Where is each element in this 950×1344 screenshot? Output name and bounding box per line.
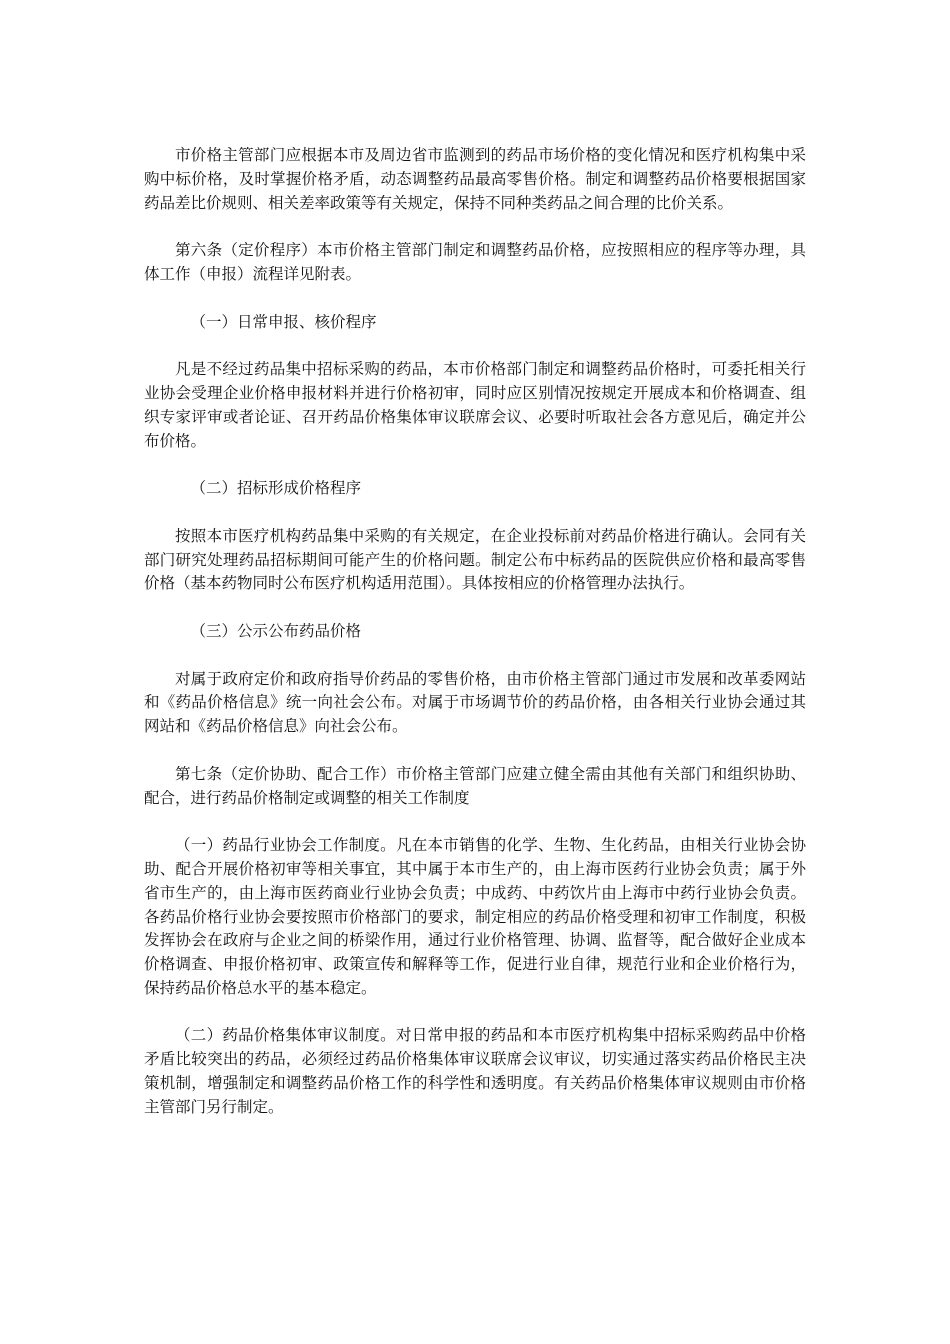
paragraph-price-publication: 对属于政府定价和政府指导价药品的零售价格，由市价格主管部门通过市发展和改革委网站和《药品价格信息》统一向社会公布。对属于市场调节价的药品价格，由各相关行业协会通过其网站和《药品价格信息》向社会公布。 bbox=[144, 669, 806, 736]
section-heading-1: （一）日常申报、核价程序 bbox=[190, 312, 377, 331]
paragraph-industry-association: （一）药品行业协会工作制度。凡在本市销售的化学、生物、生化药品，由相关行业协会协助、配合开展价格初审等相关事宜，其中属于本市生产的，由上海市医药行业协会负责；属于外省市生产的，由上海市医药商业行业协会负责；中成药、中药饮片由上海市中药行业协会负责。各药品价格行业协会要按照市价格部门的要求，制定相应的药品价格受理和初审工作制度，积极发挥协会在政府与企业之间的桥梁作用，通过行业价格管理、协调、监督等，配合做好企业成本价格调查、申报价格初审、政策宣传和解释等工作，促进行业自律，规范行业和企业价格行为，保持药品价格总水平的基本稳定。 bbox=[144, 836, 806, 997]
section-heading-3: （三）公示公布药品价格 bbox=[190, 621, 362, 640]
paragraph-article-7: 第七条（定价协助、配合工作）市价格主管部门应建立健全需由其他有关部门和组织协助、配合，进行药品价格制定或调整的相关工作制度 bbox=[144, 764, 806, 807]
paragraph-article-6: 第六条（定价程序）本市价格主管部门制定和调整药品价格，应按照相应的程序等办理，具体工作（申报）流程详见附表。 bbox=[144, 241, 806, 283]
paragraph-collective-review: （二）药品价格集体审议制度。对日常申报的药品和本市医疗机构集中招标采购药品中价格矛盾比较突出的药品，必须经过药品价格集体审议联席会议审议，切实通过落实药品价格民主决策机制，增强制定和调整药品价格工作的科学性和透明度。有关药品价格集体审议规则由市价格主管部门另行制定。 bbox=[144, 1026, 806, 1116]
paragraph-routine-declaration: 凡是不经过药品集中招标采购的药品，本市价格部门制定和调整药品价格时，可委托相关行业协会受理企业价格申报材料并进行价格初审，同时应区别情况按规定开展成本和价格调查、组织专家评审或者论证、召开药品价格集体审议联席会议、必要时听取社会各方意见后，确定并公布价格。 bbox=[144, 360, 806, 450]
paragraph-price-adjustment: 市价格主管部门应根据本市及周边省市监测到的药品市场价格的变化情况和医疗机构集中采购中标价格，及时掌握价格矛盾，动态调整药品最高零售价格。制定和调整药品价格要根据国家药品差比价规则、相关差率政策等有关规定，保持不同种类药品之间合理的比价关系。 bbox=[144, 146, 806, 212]
paragraph-tender-pricing: 按照本市医疗机构药品集中采购的有关规定，在企业投标前对药品价格进行确认。会同有关部门研究处理药品招标期间可能产生的价格问题。制定公布中标药品的医院供应价格和最高零售价格（基本药物同时公布医疗机构适用范围）。具体按相应的价格管理办法执行。 bbox=[144, 526, 806, 593]
document-body bbox=[144, 144, 806, 1143]
section-heading-2: （二）招标形成价格程序 bbox=[190, 479, 362, 498]
